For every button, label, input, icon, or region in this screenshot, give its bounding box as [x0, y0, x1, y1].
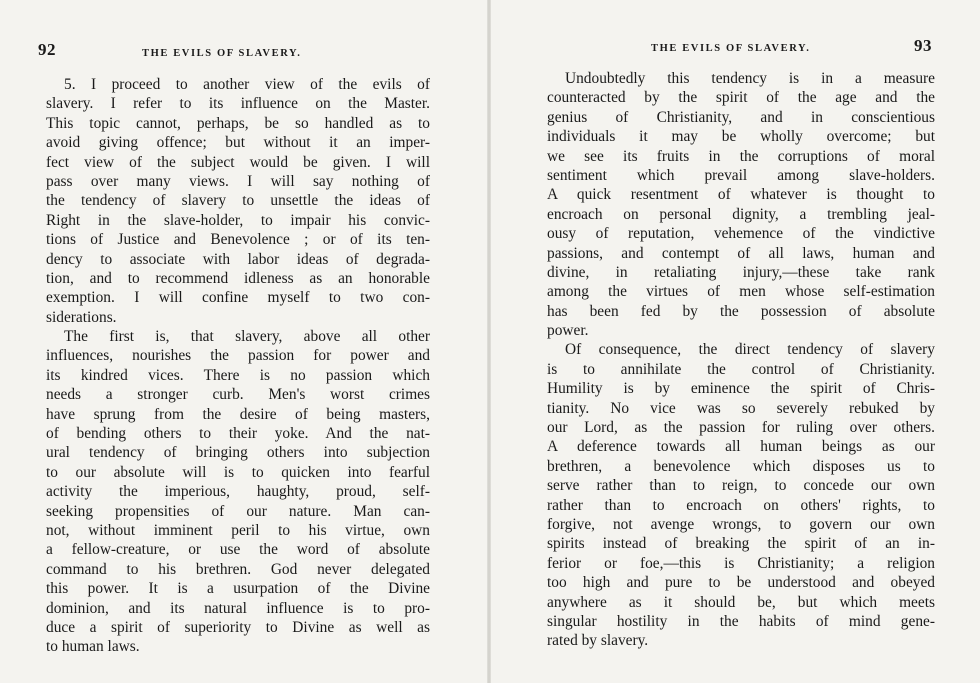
text-line: counteracted by the spirit of the age and the [547, 89, 935, 107]
text-line: activity the imperious, haughty, proud, self- [46, 483, 430, 501]
text-line: is to annihilate the control of Christianity. [547, 360, 935, 378]
text-line: our Lord, as the passion for ruling over others. [547, 419, 935, 437]
text-line: Undoubtedly this tendency is in a measure [565, 70, 935, 87]
text-line: Right in the slave-holder, to impair his convic- [46, 211, 430, 229]
text-line: exemption. I will confine myself to two con- [46, 289, 430, 307]
text-line: rated by slavery. [547, 632, 649, 650]
text-line: tianity. No vice was so severely rebuked by [547, 399, 935, 417]
text-line: to human laws. [46, 638, 140, 656]
text-line: we see its fruits in the corruptions of moral [547, 147, 935, 165]
right-page [491, 0, 980, 683]
text-line: avoid giving offence; but without it an imper- [46, 134, 430, 152]
text-line: to our absolute will is to quicken into fearful [46, 463, 430, 481]
text-line: this power. It is a usurpation of the Divine [46, 580, 430, 598]
text-line: fect view of the subject would be given. I will [46, 153, 430, 171]
text-line: dency to associate with labor ideas of degrada- [46, 250, 430, 268]
text-line: A deference towards all human beings as our [547, 438, 935, 456]
text-line: power. [547, 322, 589, 340]
text-line: encroach on personal dignity, a trembling jeal- [547, 205, 935, 223]
text-line: seeking propensities of our nature. Man can- [46, 502, 430, 520]
text-line: command to his brethren. God never delegated [46, 560, 430, 578]
text-line: Humility is by eminence the spirit of Chris- [547, 380, 935, 398]
right-page-text [547, 69, 935, 651]
text-line: too high and pure to be understood and obeyed [547, 574, 935, 592]
running-head-left: THE EVILS OF SLAVERY. [142, 48, 302, 59]
text-line: a fellow-creature, or use the word of absolute [46, 541, 430, 559]
text-line: among the virtues of men whose self-estimation [547, 283, 935, 301]
text-line: have sprung from the desire of being masters, [46, 405, 430, 423]
text-line: individuals it may be wholly overcome; but [547, 128, 935, 146]
text-line: serve rather than to reign, to concede our own [547, 477, 935, 495]
text-line: The first is, that slavery, above all other [64, 328, 430, 346]
text-line: anywhere as it should be, but which meets [547, 593, 935, 611]
text-line: 5. I proceed to another view of the evils of [64, 76, 430, 93]
text-line: its kindred vices. There is no passion which [46, 366, 430, 384]
text-line: ural tendency of bringing others into subjection [46, 444, 430, 462]
text-line: needs a stronger curb. Men's worst crimes [46, 386, 430, 404]
text-line: duce a spirit of superiority to Divine as well as [46, 618, 430, 636]
page-number-left: 92 [38, 40, 56, 59]
text-line: influences, nourishes the passion for power and [46, 347, 430, 365]
text-line: rather than to encroach on others' rights, to [547, 496, 935, 514]
text-line: This topic cannot, perhaps, be so handled as to [46, 114, 430, 132]
text-line: passions, and contempt of all laws, human and [547, 244, 935, 262]
text-line: siderations. [46, 308, 117, 326]
text-line: dominion, and its natural influence is to pro- [46, 599, 430, 617]
left-page [0, 0, 487, 683]
text-line: forgive, not avenge wrongs, to govern our own [547, 515, 935, 533]
left-page-text [46, 75, 430, 657]
text-line: ousy of reputation, vehemence of the vindictive [547, 225, 935, 243]
text-line: genius of Christianity, and in conscientious [547, 108, 935, 126]
text-line: sentiment which prevail among slave-holders. [547, 166, 935, 184]
text-line: divine, in retaliating injury,—these take rank [547, 263, 935, 281]
text-line: has been fed by the possession of absolute [547, 302, 935, 320]
text-line: A quick resentment of whatever is thought to [547, 186, 935, 204]
text-line: not, without imminent peril to his virtue, own [46, 521, 430, 539]
text-line: slavery. I refer to its influence on the Master. [46, 95, 430, 113]
text-line: spirits instead of breaking the spirit of an in- [547, 535, 935, 553]
text-line: the tendency of slavery to unsettle the ideas of [46, 192, 430, 210]
text-line: brethren, a benevolence which disposes us to [547, 457, 935, 475]
text-line: singular hostility in the habits of mind gene- [547, 612, 935, 630]
text-line: tion, and to recommend idleness as an honorable [46, 269, 430, 287]
text-line: pass over many views. I will say nothing of [46, 172, 430, 190]
text-line: Of consequence, the direct tendency of slavery [565, 341, 935, 359]
text-line: tions of Justice and Benevolence ; or of its ten- [46, 231, 430, 249]
running-head-right: THE EVILS OF SLAVERY. [651, 43, 811, 54]
page-number-right: 93 [914, 36, 932, 55]
text-line: of bending others to their yoke. And the nat- [46, 425, 430, 443]
text-line: ferior or foe,—this is Christianity; a religion [547, 554, 935, 572]
